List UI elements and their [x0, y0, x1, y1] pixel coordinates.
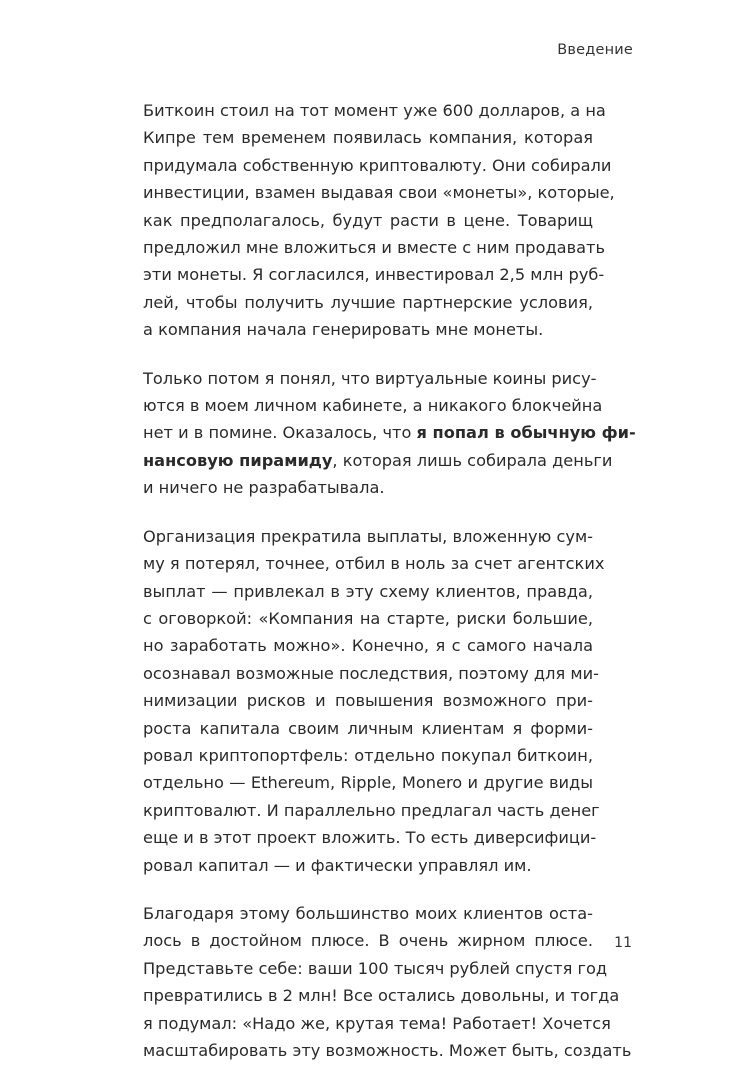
text-line	[143, 769, 593, 796]
text-segment: как предполагалось, будут расти в цене. Товарищ	[143, 210, 593, 230]
text-segment: лось в достойном плюсе. В очень жирном плюсе.	[143, 931, 593, 951]
text-line	[143, 392, 603, 419]
text-line	[143, 365, 597, 392]
text-line	[143, 824, 597, 851]
text-segment: масштабировать эту возможность. Может быть, создать	[143, 1041, 632, 1060]
text-line	[143, 632, 593, 659]
text-segment: нимизации рисков и повышения возможного при-	[143, 691, 593, 711]
text-line	[143, 687, 593, 714]
text-line	[143, 852, 593, 879]
text-segment: эти монеты. Я согласился, инвестировал 2,5 млн руб-	[143, 265, 605, 285]
text-segment: я подумал: «Надо же, крутая тема! Работает! Хочется	[143, 1013, 611, 1033]
body-paragraph	[143, 523, 605, 879]
body-paragraph	[143, 97, 615, 344]
text-line	[143, 955, 608, 982]
text-segment: превратились в 2 млн! Все остались довольны, и тогда	[143, 986, 620, 1006]
text-line	[143, 900, 593, 927]
text-segment: лей, чтобы получить лучшие партнерские условия,	[143, 292, 593, 312]
text-line	[143, 578, 593, 605]
text-line	[143, 97, 606, 124]
text-line	[143, 152, 612, 179]
text-line	[143, 927, 593, 954]
text-segment: Только потом я понял, что виртуальные коины рису-	[143, 368, 597, 388]
text-segment: Представьте себе: ваши 100 тысяч рублей спустя год	[143, 958, 608, 978]
text-segment: криптовалют. И параллельно предлагал часть денег	[143, 800, 600, 820]
text-segment: отдельно — Ethereum, Ripple, Monero и другие виды	[143, 773, 593, 793]
text-line	[143, 419, 636, 446]
text-segment: и ничего не разрабатывала.	[143, 478, 385, 498]
text-line	[143, 447, 613, 474]
text-segment: но заработать можно». Конечно, я с самого начала	[143, 636, 593, 656]
page-number: 11	[614, 935, 632, 951]
text-line	[143, 523, 593, 550]
text-segment: Кипре тем временем появилась компания, которая	[143, 128, 593, 148]
body-paragraph	[143, 365, 636, 502]
text-segment: Благодаря этому большинство моих клиентов оста-	[143, 903, 593, 923]
text-segment: выплат — привлекал в эту схему клиентов, правда,	[143, 581, 593, 601]
text-segment: а компания начала генерировать мне монеты.	[143, 320, 544, 340]
text-segment: ровал криптопортфель: отдельно покупал биткоин,	[143, 745, 593, 765]
text-line	[143, 207, 593, 234]
text-line	[143, 1010, 611, 1037]
text-line	[143, 261, 605, 288]
text-segment: , которая лишь собирала деньги	[332, 450, 613, 470]
text-line	[143, 742, 593, 769]
text-line	[143, 605, 593, 632]
text-line	[143, 797, 600, 824]
text-line	[143, 550, 605, 577]
text-line	[143, 1037, 632, 1064]
text-line	[143, 289, 593, 316]
text-segment: роста капитала своим личным клиентам я форми-	[143, 718, 593, 738]
text-line	[143, 124, 593, 151]
text-segment: Организация прекратила выплаты, вложенную сум-	[143, 526, 593, 546]
text-segment: му я потерял, точнее, отбил в ноль за счет агентских	[143, 554, 605, 574]
text-segment: Биткоин стоил на тот момент уже 600 долларов, а на	[143, 101, 606, 120]
text-segment: осознавал возможные последствия, поэтому для ми-	[143, 663, 599, 683]
running-header-section-title: Введение	[557, 42, 633, 58]
text-segment: с оговоркой: «Компания на старте, риски большие,	[143, 608, 593, 628]
text-segment: ровал капитал — и фактически управлял им.	[143, 855, 532, 875]
bold-text-segment: я попал в обычную фи-	[416, 423, 636, 443]
bold-text-segment: нансовую пирамиду	[143, 450, 333, 470]
text-line	[143, 660, 599, 687]
text-segment: предложил мне вложиться и вместе с ним продавать	[143, 238, 606, 258]
text-segment: нет и в помине. Оказалось, что	[143, 423, 417, 443]
text-line	[143, 474, 593, 501]
text-segment: еще и в этот проект вложить. То есть диверсифици-	[143, 828, 597, 848]
text-line	[143, 179, 615, 206]
text-line	[143, 316, 593, 343]
text-line	[143, 982, 620, 1009]
text-line	[143, 715, 593, 742]
text-segment: придумала собственную криптовалюту. Они собирали	[143, 155, 612, 175]
text-segment: инвестиции, взамен выдавая свои «монеты», которые,	[143, 183, 615, 203]
text-line	[143, 234, 606, 261]
text-segment: ются в моем личном кабинете, а никакого блокчейна	[143, 396, 603, 416]
